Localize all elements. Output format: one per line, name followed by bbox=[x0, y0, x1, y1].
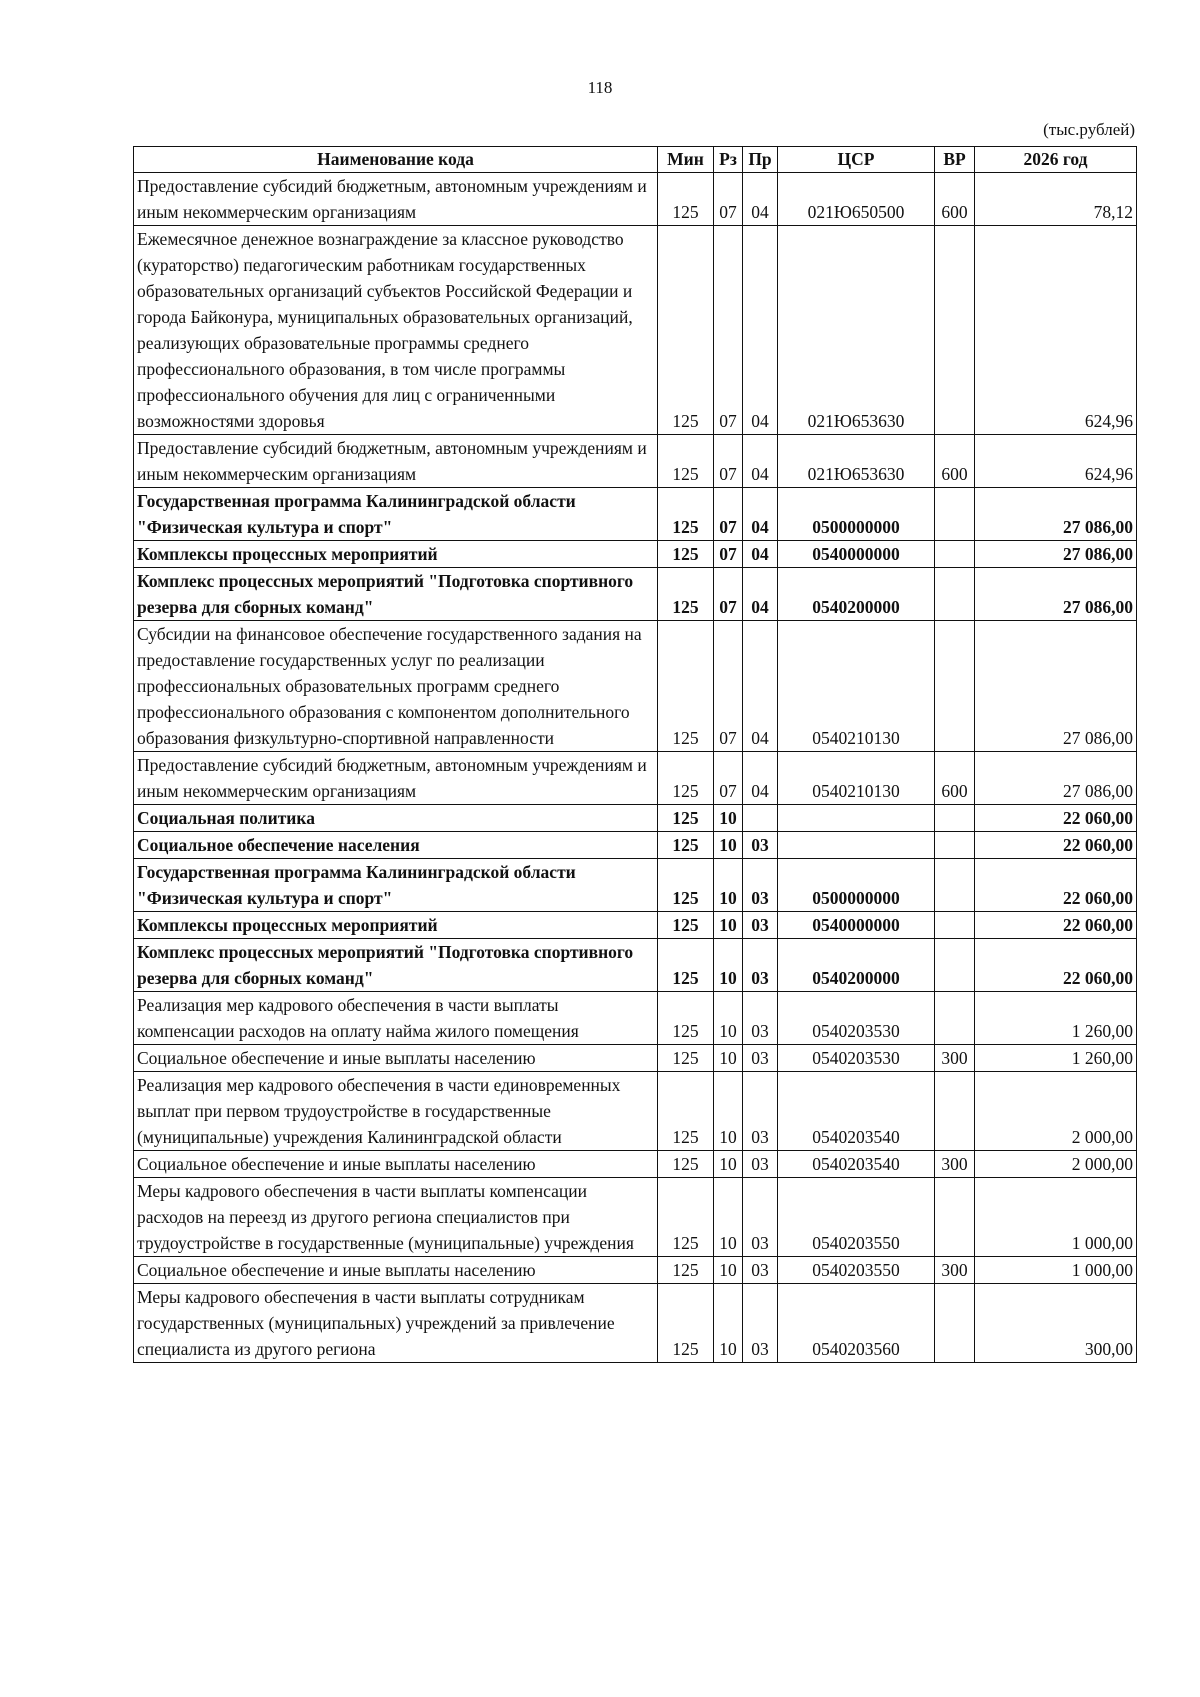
cell-name: Предоставление субсидий бюджетным, автономным учреждениям и иным некоммерческим организациям bbox=[134, 752, 658, 805]
cell-csr: 0540203530 bbox=[778, 1045, 935, 1072]
cell-min: 125 bbox=[658, 488, 714, 541]
cell-min: 125 bbox=[658, 912, 714, 939]
cell-min: 125 bbox=[658, 541, 714, 568]
cell-vr: 600 bbox=[935, 173, 975, 226]
cell-name: Социальная политика bbox=[134, 805, 658, 832]
cell-pr: 04 bbox=[743, 541, 778, 568]
cell-vr bbox=[935, 832, 975, 859]
cell-name: Реализация мер кадрового обеспечения в части единовременных выплат при первом трудоустройстве в государственные (муниципальные) учреждения Калининградской области bbox=[134, 1072, 658, 1151]
header-pr: Пр bbox=[743, 147, 778, 173]
table-row bbox=[134, 805, 1137, 832]
table-row bbox=[134, 752, 1137, 805]
cell-name: Социальное обеспечение населения bbox=[134, 832, 658, 859]
cell-min: 125 bbox=[658, 832, 714, 859]
cell-name: Комплексы процессных мероприятий bbox=[134, 912, 658, 939]
cell-csr: 0540210130 bbox=[778, 621, 935, 752]
table-row bbox=[134, 1151, 1137, 1178]
cell-vr bbox=[935, 488, 975, 541]
table-row bbox=[134, 1257, 1137, 1284]
cell-amount: 22 060,00 bbox=[975, 939, 1137, 992]
cell-rz: 07 bbox=[714, 621, 743, 752]
cell-pr: 03 bbox=[743, 1072, 778, 1151]
cell-csr: 0540000000 bbox=[778, 541, 935, 568]
cell-vr bbox=[935, 1072, 975, 1151]
cell-name: Комплексы процессных мероприятий bbox=[134, 541, 658, 568]
cell-amount: 624,96 bbox=[975, 226, 1137, 435]
table-row bbox=[134, 1072, 1137, 1151]
cell-name: Социальное обеспечение и иные выплаты населению bbox=[134, 1045, 658, 1072]
cell-csr: 0540203540 bbox=[778, 1151, 935, 1178]
cell-vr bbox=[935, 568, 975, 621]
cell-amount: 2 000,00 bbox=[975, 1072, 1137, 1151]
cell-csr: 0540203560 bbox=[778, 1284, 935, 1363]
cell-pr: 03 bbox=[743, 939, 778, 992]
cell-rz: 07 bbox=[714, 488, 743, 541]
cell-csr: 021Ю653630 bbox=[778, 435, 935, 488]
cell-pr: 04 bbox=[743, 226, 778, 435]
cell-rz: 10 bbox=[714, 1045, 743, 1072]
cell-min: 125 bbox=[658, 1284, 714, 1363]
cell-amount: 22 060,00 bbox=[975, 859, 1137, 912]
cell-rz: 10 bbox=[714, 1178, 743, 1257]
cell-min: 125 bbox=[658, 992, 714, 1045]
cell-min: 125 bbox=[658, 1151, 714, 1178]
cell-min: 125 bbox=[658, 621, 714, 752]
cell-csr: 0540203540 bbox=[778, 1072, 935, 1151]
cell-rz: 07 bbox=[714, 568, 743, 621]
cell-name: Ежемесячное денежное вознаграждение за классное руководство (кураторство) педагогическим работникам государственных образовательных организаций субъектов Российской Федерации и города Байконура, муниципальных образовательных организаций, реализующих образовательные программы среднего профессионального образования, в том числе программы профессионального обучения для лиц с ограниченными возможностями здоровья bbox=[134, 226, 658, 435]
cell-pr: 03 bbox=[743, 832, 778, 859]
cell-amount: 27 086,00 bbox=[975, 541, 1137, 568]
cell-name: Предоставление субсидий бюджетным, автономным учреждениям и иным некоммерческим организациям bbox=[134, 435, 658, 488]
cell-name: Социальное обеспечение и иные выплаты населению bbox=[134, 1151, 658, 1178]
cell-pr: 03 bbox=[743, 1178, 778, 1257]
cell-amount: 22 060,00 bbox=[975, 832, 1137, 859]
cell-amount: 1 000,00 bbox=[975, 1257, 1137, 1284]
cell-csr bbox=[778, 832, 935, 859]
table-row bbox=[134, 912, 1137, 939]
header-vr: ВР bbox=[935, 147, 975, 173]
cell-csr: 0540000000 bbox=[778, 912, 935, 939]
cell-rz: 07 bbox=[714, 435, 743, 488]
cell-name: Предоставление субсидий бюджетным, автономным учреждениям и иным некоммерческим организациям bbox=[134, 173, 658, 226]
cell-name: Меры кадрового обеспечения в части выплаты компенсации расходов на переезд из другого региона специалистов при трудоустройстве в государственные (муниципальные) учреждения bbox=[134, 1178, 658, 1257]
cell-min: 125 bbox=[658, 226, 714, 435]
cell-vr bbox=[935, 541, 975, 568]
cell-pr: 04 bbox=[743, 173, 778, 226]
cell-name: Субсидии на финансовое обеспечение государственного задания на предоставление государственных услуг по реализации профессиональных образовательных программ среднего профессионального образования с компонентом дополнительного образования физкультурно-спортивной направленности bbox=[134, 621, 658, 752]
cell-rz: 10 bbox=[714, 832, 743, 859]
cell-min: 125 bbox=[658, 173, 714, 226]
cell-rz: 10 bbox=[714, 939, 743, 992]
cell-name: Комплекс процессных мероприятий "Подготовка спортивного резерва для сборных команд" bbox=[134, 568, 658, 621]
table-row bbox=[134, 541, 1137, 568]
cell-csr: 021Ю650500 bbox=[778, 173, 935, 226]
cell-vr bbox=[935, 226, 975, 435]
cell-vr: 600 bbox=[935, 435, 975, 488]
cell-vr bbox=[935, 912, 975, 939]
cell-vr: 300 bbox=[935, 1257, 975, 1284]
cell-vr bbox=[935, 805, 975, 832]
cell-amount: 22 060,00 bbox=[975, 912, 1137, 939]
cell-csr: 0540203530 bbox=[778, 992, 935, 1045]
cell-amount: 27 086,00 bbox=[975, 568, 1137, 621]
cell-rz: 10 bbox=[714, 1257, 743, 1284]
cell-csr: 0540200000 bbox=[778, 568, 935, 621]
cell-min: 125 bbox=[658, 859, 714, 912]
table-row bbox=[134, 435, 1137, 488]
cell-min: 125 bbox=[658, 1178, 714, 1257]
cell-rz: 07 bbox=[714, 173, 743, 226]
header-csr: ЦСР bbox=[778, 147, 935, 173]
cell-rz: 07 bbox=[714, 752, 743, 805]
cell-csr: 0500000000 bbox=[778, 488, 935, 541]
cell-min: 125 bbox=[658, 1257, 714, 1284]
cell-name: Государственная программа Калининградской области "Физическая культура и спорт" bbox=[134, 859, 658, 912]
cell-min: 125 bbox=[658, 805, 714, 832]
cell-min: 125 bbox=[658, 1072, 714, 1151]
cell-amount: 1 000,00 bbox=[975, 1178, 1137, 1257]
cell-name: Меры кадрового обеспечения в части выплаты сотрудникам государственных (муниципальных) учреждений за привлечение специалиста из другого региона bbox=[134, 1284, 658, 1363]
table-row bbox=[134, 1045, 1137, 1072]
cell-pr: 03 bbox=[743, 1151, 778, 1178]
cell-amount: 1 260,00 bbox=[975, 992, 1137, 1045]
cell-vr bbox=[935, 621, 975, 752]
cell-csr: 0540203550 bbox=[778, 1257, 935, 1284]
cell-csr bbox=[778, 805, 935, 832]
cell-pr: 03 bbox=[743, 859, 778, 912]
page-number: 118 bbox=[587, 78, 613, 97]
cell-vr bbox=[935, 1284, 975, 1363]
cell-amount: 300,00 bbox=[975, 1284, 1137, 1363]
cell-pr: 03 bbox=[743, 1284, 778, 1363]
cell-pr: 04 bbox=[743, 435, 778, 488]
cell-amount: 624,96 bbox=[975, 435, 1137, 488]
header-amount: 2026 год bbox=[975, 147, 1137, 173]
cell-rz: 10 bbox=[714, 1072, 743, 1151]
cell-vr bbox=[935, 992, 975, 1045]
cell-pr: 03 bbox=[743, 912, 778, 939]
cell-amount: 22 060,00 bbox=[975, 805, 1137, 832]
table-header-row bbox=[134, 147, 1137, 173]
cell-vr: 300 bbox=[935, 1151, 975, 1178]
cell-min: 125 bbox=[658, 435, 714, 488]
cell-amount: 2 000,00 bbox=[975, 1151, 1137, 1178]
table-row bbox=[134, 173, 1137, 226]
header-name: Наименование кода bbox=[134, 147, 658, 173]
cell-pr: 04 bbox=[743, 752, 778, 805]
cell-name: Социальное обеспечение и иные выплаты населению bbox=[134, 1257, 658, 1284]
cell-vr bbox=[935, 859, 975, 912]
table-row bbox=[134, 226, 1137, 435]
cell-name: Государственная программа Калининградской области "Физическая культура и спорт" bbox=[134, 488, 658, 541]
cell-name: Реализация мер кадрового обеспечения в части выплаты компенсации расходов на оплату найма жилого помещения bbox=[134, 992, 658, 1045]
cell-csr: 0500000000 bbox=[778, 859, 935, 912]
cell-vr bbox=[935, 1178, 975, 1257]
cell-pr: 03 bbox=[743, 1045, 778, 1072]
cell-name: Комплекс процессных мероприятий "Подготовка спортивного резерва для сборных команд" bbox=[134, 939, 658, 992]
cell-amount: 27 086,00 bbox=[975, 488, 1137, 541]
cell-csr: 0540200000 bbox=[778, 939, 935, 992]
cell-rz: 10 bbox=[714, 992, 743, 1045]
table-row bbox=[134, 621, 1137, 752]
cell-vr bbox=[935, 939, 975, 992]
cell-vr: 300 bbox=[935, 1045, 975, 1072]
cell-pr: 03 bbox=[743, 992, 778, 1045]
cell-pr bbox=[743, 805, 778, 832]
cell-csr: 0540210130 bbox=[778, 752, 935, 805]
cell-min: 125 bbox=[658, 1045, 714, 1072]
header-rz: Рз bbox=[714, 147, 743, 173]
cell-rz: 10 bbox=[714, 912, 743, 939]
table-row bbox=[134, 832, 1137, 859]
cell-pr: 04 bbox=[743, 621, 778, 752]
cell-amount: 78,12 bbox=[975, 173, 1137, 226]
table-row bbox=[134, 939, 1137, 992]
table-row bbox=[134, 1284, 1137, 1363]
table-row bbox=[134, 568, 1137, 621]
cell-rz: 07 bbox=[714, 541, 743, 568]
cell-pr: 03 bbox=[743, 1257, 778, 1284]
table-row bbox=[134, 859, 1137, 912]
cell-csr: 0540203550 bbox=[778, 1178, 935, 1257]
cell-amount: 27 086,00 bbox=[975, 752, 1137, 805]
budget-table bbox=[133, 146, 1137, 1363]
cell-rz: 10 bbox=[714, 805, 743, 832]
table-row bbox=[134, 1178, 1137, 1257]
cell-min: 125 bbox=[658, 568, 714, 621]
cell-amount: 27 086,00 bbox=[975, 621, 1137, 752]
units-label: (тыс.рублей) bbox=[1043, 120, 1135, 139]
cell-csr: 021Ю653630 bbox=[778, 226, 935, 435]
cell-rz: 10 bbox=[714, 859, 743, 912]
cell-min: 125 bbox=[658, 939, 714, 992]
table-row bbox=[134, 488, 1137, 541]
cell-amount: 1 260,00 bbox=[975, 1045, 1137, 1072]
cell-rz: 07 bbox=[714, 226, 743, 435]
cell-pr: 04 bbox=[743, 488, 778, 541]
header-min: Мин bbox=[658, 147, 714, 173]
cell-rz: 10 bbox=[714, 1284, 743, 1363]
cell-rz: 10 bbox=[714, 1151, 743, 1178]
table-row bbox=[134, 992, 1137, 1045]
cell-min: 125 bbox=[658, 752, 714, 805]
cell-vr: 600 bbox=[935, 752, 975, 805]
cell-pr: 04 bbox=[743, 568, 778, 621]
